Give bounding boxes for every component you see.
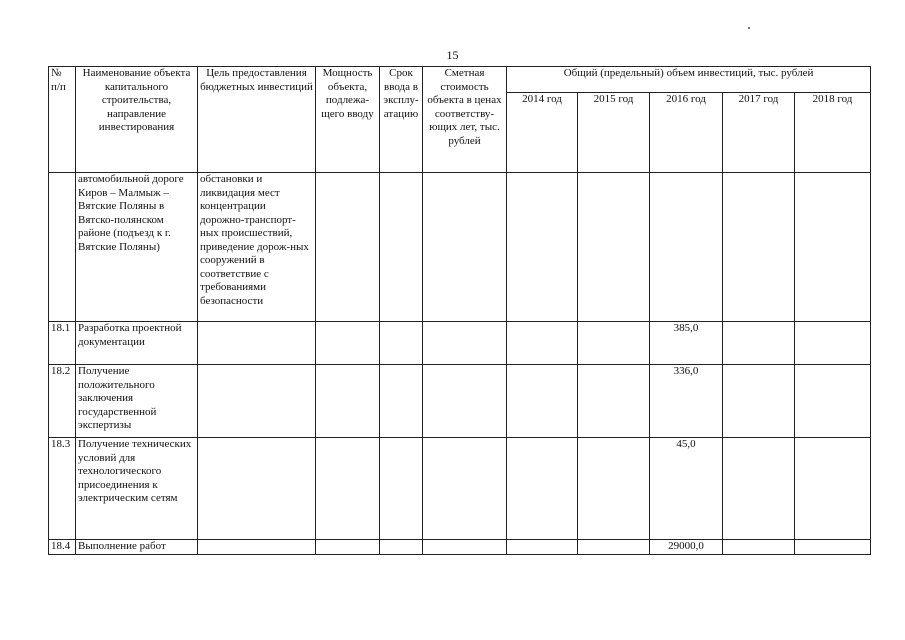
row-capacity [316, 438, 380, 540]
scan-speck [748, 27, 750, 29]
row-y2018 [795, 540, 871, 555]
header-year-2014: 2014 год [507, 93, 578, 173]
row-y2018 [795, 322, 871, 365]
row-y2016 [650, 173, 723, 322]
row-y2017 [723, 322, 795, 365]
row-goal: обстановки и ликвидация мест концентрации дорожно-транспорт-ных происшествий, приведение дорож-ных сооружений в соответствие с требованиями безопасности [198, 173, 316, 322]
row-y2014 [507, 540, 578, 555]
row-y2017 [723, 365, 795, 438]
table-row [49, 173, 871, 322]
row-y2016: 385,0 [650, 322, 723, 365]
row-num: 18.1 [49, 322, 76, 365]
table-row [49, 322, 871, 365]
row-y2018 [795, 173, 871, 322]
row-term [380, 438, 423, 540]
row-y2016: 45,0 [650, 438, 723, 540]
row-name: Разработка проектной документации [76, 322, 198, 365]
header-total: Общий (предельный) объем инвестиций, тыс. рублей [507, 67, 871, 93]
header-year-2016: 2016 год [650, 93, 723, 173]
row-y2017 [723, 540, 795, 555]
row-goal [198, 438, 316, 540]
row-y2014 [507, 173, 578, 322]
header-year-2015: 2015 год [578, 93, 650, 173]
row-y2018 [795, 365, 871, 438]
row-goal [198, 365, 316, 438]
row-cost [423, 322, 507, 365]
row-name: Получение положительного заключения государственной экспертизы [76, 365, 198, 438]
row-capacity [316, 365, 380, 438]
row-y2017 [723, 173, 795, 322]
row-cost [423, 173, 507, 322]
header-year-2017: 2017 год [723, 93, 795, 173]
header-capacity: Мощность объекта, подлежа-щего вводу [316, 67, 380, 173]
row-y2014 [507, 365, 578, 438]
row-capacity [316, 540, 380, 555]
header-cost: Сметная стоимость объекта в ценах соответству-ющих лет, тыс. рублей [423, 67, 507, 173]
row-y2014 [507, 438, 578, 540]
row-term [380, 540, 423, 555]
header-goal: Цель предоставления бюджетных инвестиций [198, 67, 316, 173]
row-y2016: 29000,0 [650, 540, 723, 555]
header-num: № п/п [49, 67, 76, 173]
header-year-2018: 2018 год [795, 93, 871, 173]
row-term [380, 322, 423, 365]
row-capacity [316, 173, 380, 322]
row-name: Получение технических условий для технологического присоединения к электрическим сетям [76, 438, 198, 540]
page-number: 15 [446, 48, 459, 62]
row-num: 18.4 [49, 540, 76, 555]
row-cost [423, 438, 507, 540]
row-y2015 [578, 322, 650, 365]
table-row [49, 540, 871, 555]
row-y2015 [578, 173, 650, 322]
investment-table [48, 66, 871, 555]
row-y2015 [578, 438, 650, 540]
row-y2017 [723, 438, 795, 540]
row-term [380, 173, 423, 322]
row-y2018 [795, 438, 871, 540]
row-goal [198, 540, 316, 555]
row-cost [423, 540, 507, 555]
table-row [49, 365, 871, 438]
row-y2015 [578, 365, 650, 438]
header-term: Срок ввода в эксплу-атацию [380, 67, 423, 173]
row-y2014 [507, 322, 578, 365]
table-row [49, 438, 871, 540]
row-num: 18.2 [49, 365, 76, 438]
row-term [380, 365, 423, 438]
row-goal [198, 322, 316, 365]
row-y2015 [578, 540, 650, 555]
row-cost [423, 365, 507, 438]
row-name: автомобильной дороге Киров – Малмыж – Вятские Поляны в Вятско-полянском районе (подъезд к г. Вятские Поляны) [76, 173, 198, 322]
header-name: Наименование объекта капитального строительства, направление инвестирования [76, 67, 198, 173]
row-y2016: 336,0 [650, 365, 723, 438]
row-num: 18.3 [49, 438, 76, 540]
row-num [49, 173, 76, 322]
row-capacity [316, 322, 380, 365]
row-name: Выполнение работ [76, 540, 198, 555]
